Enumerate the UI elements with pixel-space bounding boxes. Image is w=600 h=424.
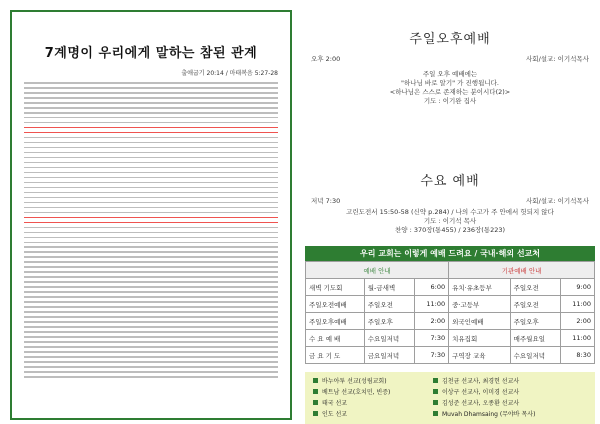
- bullet-icon: [433, 378, 438, 383]
- text-line: [24, 207, 278, 209]
- mission-missionary: 김성준 선교사, 오종환 선교사: [442, 400, 520, 407]
- mission-missionary: 이상구 선교사, 이미경 선교사: [442, 389, 520, 396]
- schedule-cell: 11:00: [561, 330, 595, 347]
- schedule-cell: 2:00: [561, 313, 595, 330]
- text-line: [24, 102, 278, 104]
- schedule-cell: 주일오전: [510, 279, 561, 296]
- text-line: [24, 296, 278, 298]
- worship-header: 예배 안내: [306, 262, 449, 279]
- text-line: [24, 336, 278, 338]
- schedule-cell: 유치·유초등부: [449, 279, 510, 296]
- text-line: [24, 261, 278, 263]
- text-line: [24, 281, 278, 283]
- sermon-body: [24, 82, 278, 381]
- mission-place: 인도 선교: [322, 411, 348, 418]
- text-line: [24, 192, 278, 194]
- schedule-cell: 수요일저녁: [364, 330, 415, 347]
- text-line: [24, 291, 278, 293]
- schedule-cell: 6:00: [415, 279, 449, 296]
- wed-line3: 찬양 : 370장(통455) / 236장(통223): [394, 226, 506, 234]
- text-line: [24, 222, 278, 224]
- sermon-title: 7계명이 우리에게 말하는 참된 관계: [44, 46, 258, 61]
- mission-list: [305, 372, 595, 424]
- mission-header: 기관예배 안내: [449, 262, 595, 279]
- text-line: [24, 256, 278, 258]
- text-line: [24, 92, 278, 94]
- schedule-cell: 주일오후: [364, 313, 415, 330]
- mission-place: 태국 선교: [322, 400, 348, 407]
- mission-item: [313, 387, 587, 398]
- text-line: [24, 251, 278, 253]
- schedule-row: [306, 330, 595, 347]
- sermon-panel: [10, 10, 292, 420]
- text-line: [24, 132, 278, 134]
- schedule-cell: 중·고등부: [449, 296, 510, 313]
- text-line: [24, 326, 278, 328]
- text-line: [24, 376, 278, 378]
- pm-line4: 기도 : 이기완 집사: [423, 97, 477, 105]
- text-line: [24, 366, 278, 368]
- schedule-banner: 우리 교회는 이렇게 예배 드려요 / 국내·해외 선교처: [305, 246, 595, 261]
- text-line: [24, 306, 278, 308]
- mission-item: [313, 409, 587, 420]
- text-line: [24, 172, 278, 174]
- bullet-icon: [433, 389, 438, 394]
- text-line: [24, 266, 278, 268]
- text-line: [24, 187, 278, 189]
- text-line: [24, 202, 278, 204]
- wed-officiant: 사회/설교: 이기석목사: [526, 197, 589, 205]
- schedule-cell: 금 요 기 도: [306, 347, 365, 364]
- schedule-cell: 7:30: [415, 330, 449, 347]
- text-line: [24, 227, 278, 229]
- schedule-cell: 주일오전: [364, 296, 415, 313]
- text-line: [24, 237, 278, 239]
- text-line: [24, 142, 278, 144]
- text-line: [24, 361, 278, 363]
- mission-missionary: Muvah Dhamsaing (무야바 목사): [442, 411, 536, 418]
- text-line: [24, 117, 278, 119]
- text-line: [24, 316, 278, 318]
- bullet-icon: [313, 400, 318, 405]
- schedule-row: [306, 279, 595, 296]
- wed-line1: 고린도전서 15:50-58 (신약 p.284) / 나의 수고가 주 안에서 헛되지 않다: [346, 208, 554, 216]
- text-line: [24, 182, 278, 184]
- text-line: [24, 232, 278, 234]
- schedule-cell: 2:00: [415, 313, 449, 330]
- schedule-row: [306, 296, 595, 313]
- bulletin-right: [305, 10, 595, 420]
- mission-item: [313, 376, 587, 387]
- pm-officiant: 사회/설교: 이기석목사: [526, 55, 589, 63]
- text-line: [24, 371, 278, 373]
- pm-time: 오후 2:00: [311, 55, 341, 63]
- schedule-cell: 11:00: [561, 296, 595, 313]
- bullet-icon: [433, 400, 438, 405]
- text-line: [24, 107, 278, 109]
- schedule-cell: 7:30: [415, 347, 449, 364]
- pm-title: 주일오후예배: [409, 32, 491, 47]
- text-line: [24, 346, 278, 348]
- text-line: [24, 162, 278, 164]
- text-line: [24, 82, 278, 84]
- pm-line2: "하나님 바로 알기" 가 진행됩니다.: [401, 79, 499, 87]
- schedule-cell: 수요일저녁: [510, 347, 561, 364]
- schedule-cell: 9:00: [561, 279, 595, 296]
- schedule-cell: 치유집회: [449, 330, 510, 347]
- schedule-cell: 주일오전예배: [306, 296, 365, 313]
- sermon-reference: 출애굽기 20:14 / 마태복음 5:27-28: [181, 70, 278, 77]
- schedule-cell: 새벽 기도회: [306, 279, 365, 296]
- schedule-row: [306, 347, 595, 364]
- text-line: [24, 331, 278, 333]
- mission-place: 베트남 선교(호치민, 빈증): [322, 389, 391, 396]
- text-line: [24, 152, 278, 154]
- text-line: [24, 242, 278, 244]
- text-line: [24, 356, 278, 358]
- bullet-icon: [433, 411, 438, 416]
- text-line: [24, 137, 278, 139]
- schedule-table: [305, 261, 595, 364]
- schedule-cell: 수 요 예 배: [306, 330, 365, 347]
- text-line: [24, 157, 278, 159]
- wed-title: 수요 예배: [420, 174, 480, 189]
- text-line: [24, 321, 278, 323]
- schedule-cell: 월-금새벽: [364, 279, 415, 296]
- schedule-cell: 주일오후예배: [306, 313, 365, 330]
- text-line: [24, 276, 278, 278]
- schedule-cell: 8:30: [561, 347, 595, 364]
- text-line: [24, 286, 278, 288]
- text-line: [24, 271, 278, 273]
- schedule-cell: 주일오후: [510, 313, 561, 330]
- text-line: [24, 311, 278, 313]
- text-line: [24, 97, 278, 99]
- schedule-cell: 매주월요일: [510, 330, 561, 347]
- schedule-row: [306, 313, 595, 330]
- text-line: [24, 167, 278, 169]
- mission-place: 바누아투 선교(성림교회): [322, 378, 387, 385]
- text-line: [24, 127, 278, 129]
- pm-line1: 주일 오후 예배에는: [422, 70, 478, 78]
- bullet-icon: [313, 389, 318, 394]
- text-line: [24, 112, 278, 114]
- text-line: [24, 341, 278, 343]
- schedule-cell: 11:00: [415, 296, 449, 313]
- text-line: [24, 301, 278, 303]
- text-line: [24, 197, 278, 199]
- schedule-cell: 구역장 교육: [449, 347, 510, 364]
- bullet-icon: [313, 378, 318, 383]
- text-line: [24, 351, 278, 353]
- text-line: [24, 147, 278, 149]
- bullet-icon: [313, 411, 318, 416]
- text-line: [24, 177, 278, 179]
- text-line: [24, 217, 278, 219]
- text-line: [24, 212, 278, 214]
- text-line: [24, 246, 278, 248]
- mission-item: [313, 398, 587, 409]
- schedule-cell: 주일오전: [510, 296, 561, 313]
- schedule-cell: 금요일저녁: [364, 347, 415, 364]
- wed-time: 저녁 7:30: [311, 197, 341, 205]
- text-line: [24, 122, 278, 124]
- text-line: [24, 87, 278, 89]
- wed-line2: 기도 : 이기석 목사: [423, 217, 477, 225]
- mission-missionary: 김천균 선교사, 최경헌 선교사: [442, 378, 520, 385]
- schedule-cell: 외국인예배: [449, 313, 510, 330]
- pm-line3: <하나님은 스스로 존재하는 분이시다(2)>: [389, 88, 511, 96]
